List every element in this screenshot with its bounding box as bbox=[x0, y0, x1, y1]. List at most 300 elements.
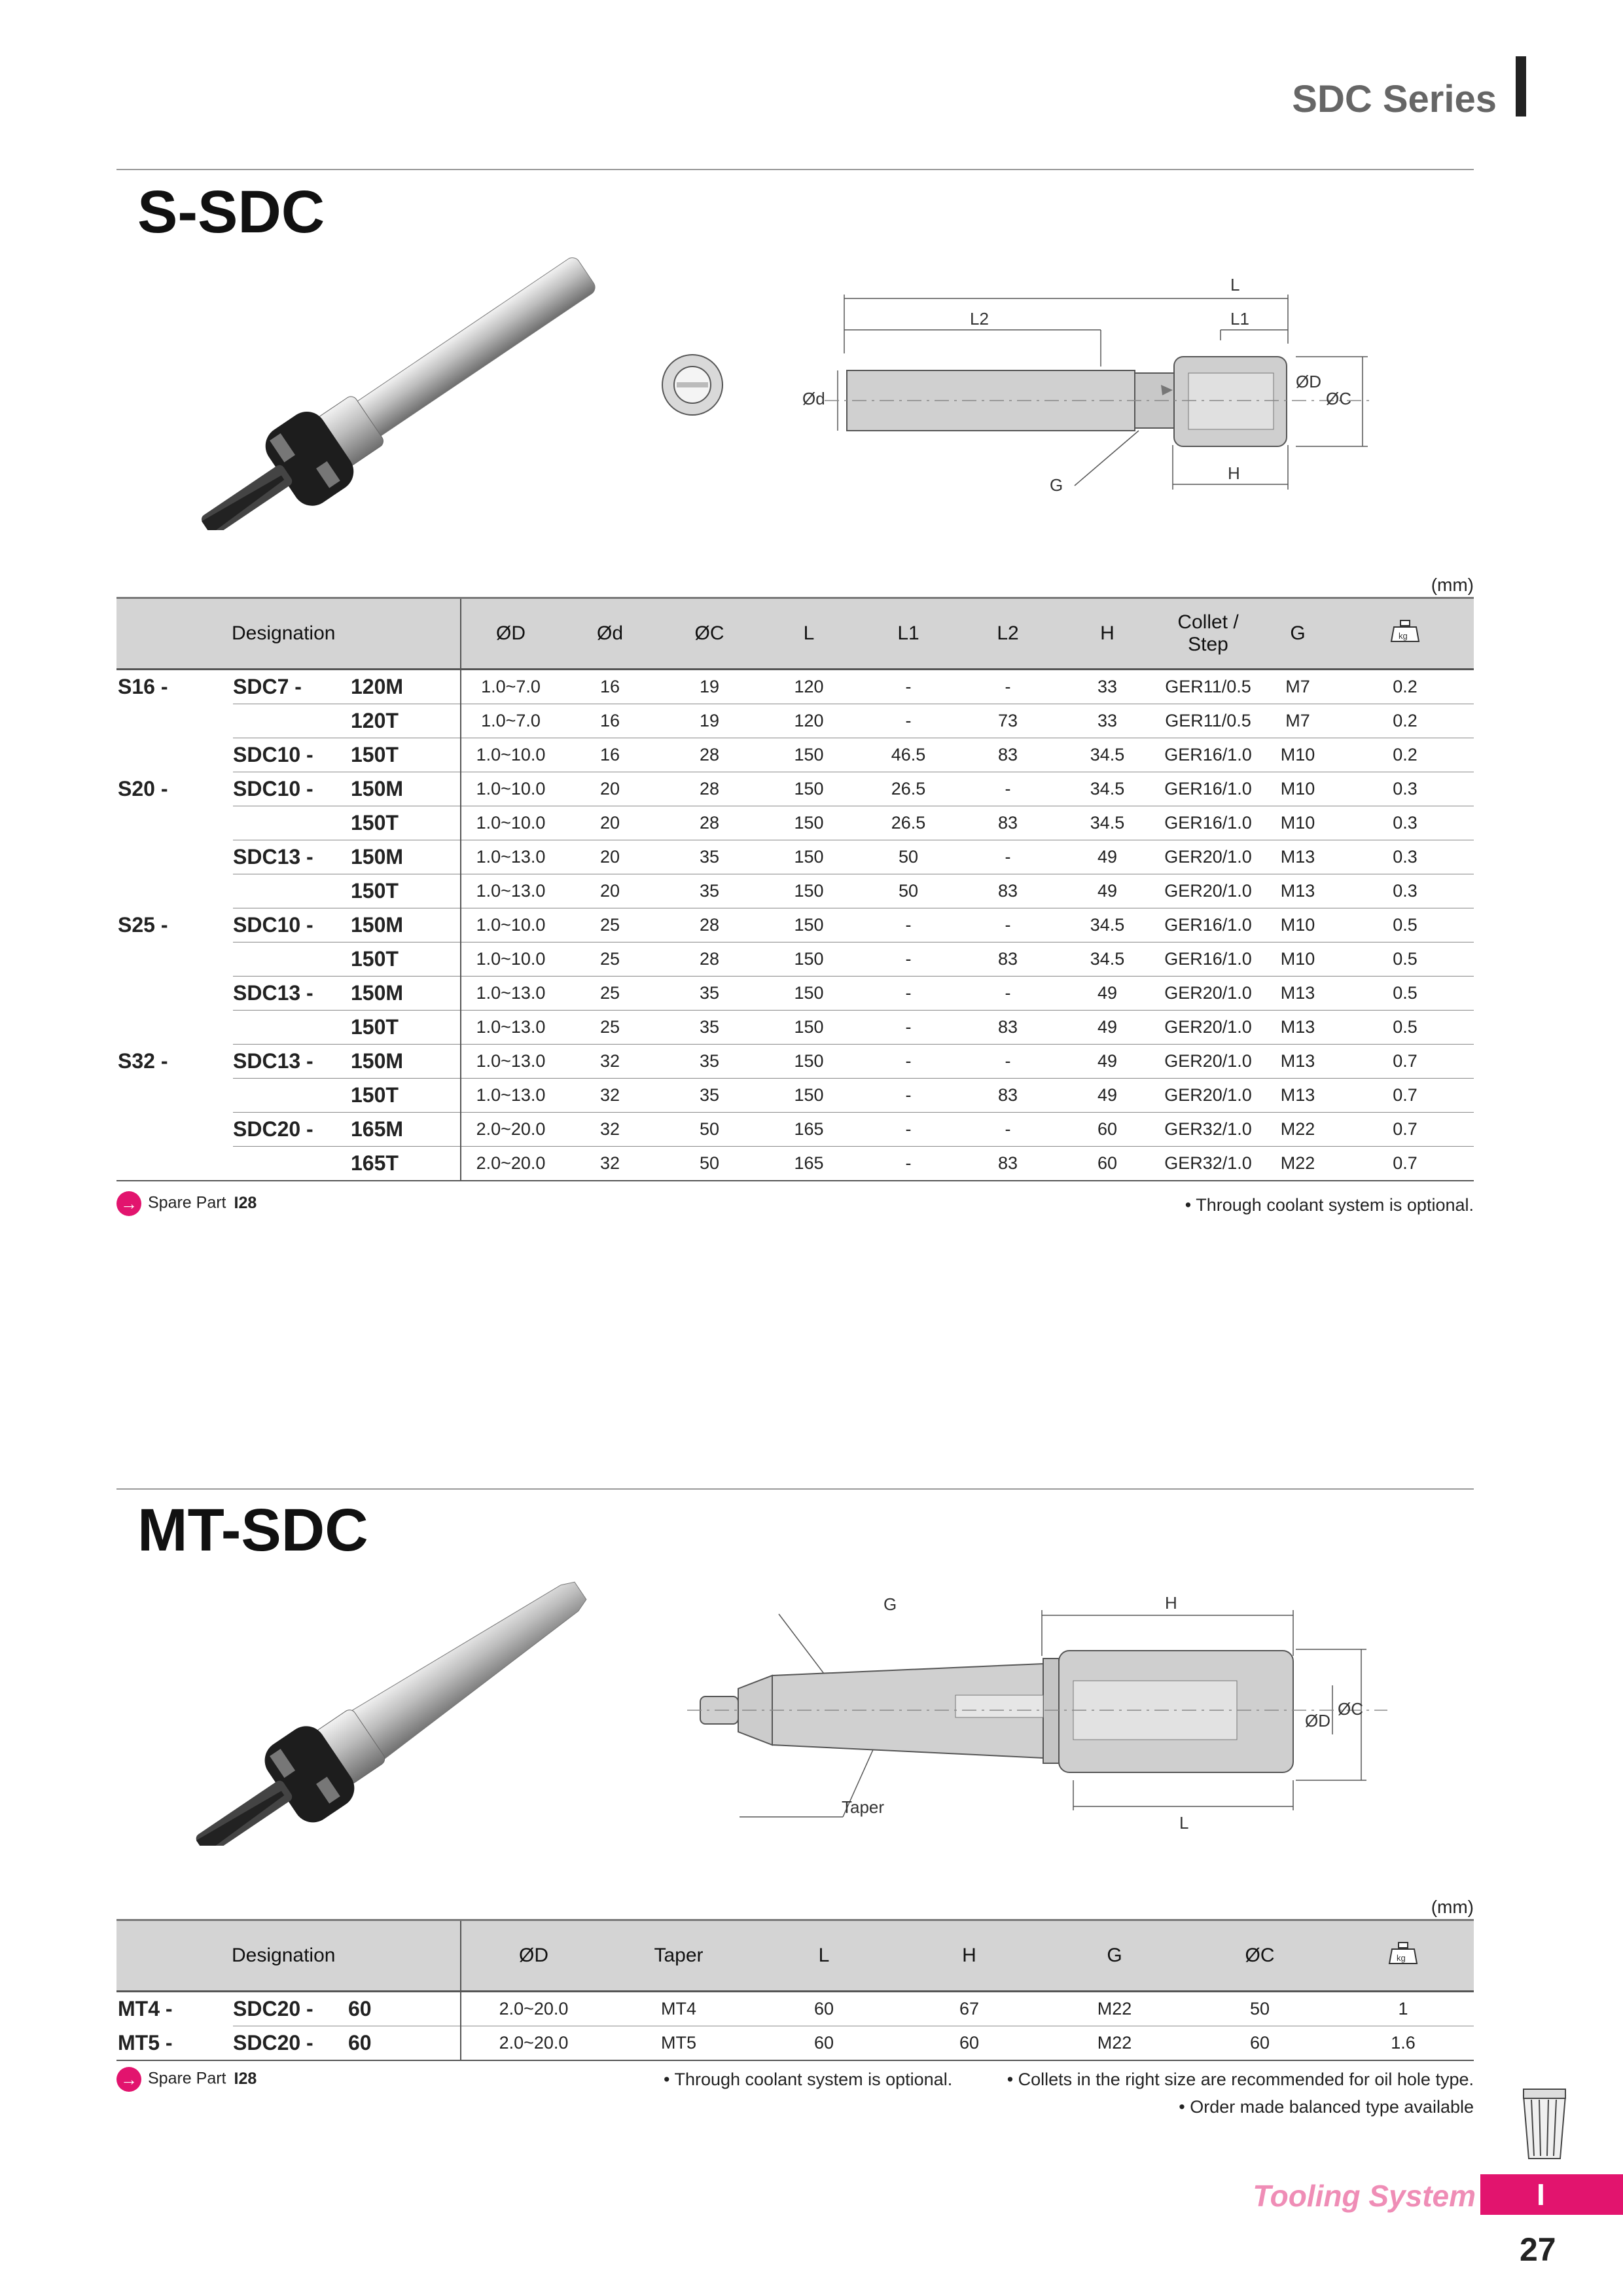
cell-l2: - bbox=[958, 908, 1058, 942]
mtsdc-spec-table bbox=[116, 1919, 1474, 2061]
cell-collet: GER20/1.0 bbox=[1157, 1011, 1259, 1045]
cell-d: 2.0~20.0 bbox=[461, 2026, 606, 2061]
cell-g: M10 bbox=[1259, 908, 1336, 942]
cell-collet: GER20/1.0 bbox=[1157, 1045, 1259, 1079]
page-number: 27 bbox=[1520, 2231, 1556, 2268]
cell-d: 32 bbox=[560, 1147, 660, 1181]
cell-l2: 73 bbox=[958, 704, 1058, 738]
cell-collet: GER20/1.0 bbox=[1157, 840, 1259, 874]
cell-l: 120 bbox=[759, 704, 859, 738]
collet-icon bbox=[1517, 2085, 1572, 2168]
ssdc-unit: (mm) bbox=[1431, 575, 1474, 595]
cell-l: 120 bbox=[794, 677, 824, 696]
cell-l2: 83 bbox=[958, 1147, 1058, 1181]
ssdc-dim-L1: L1 bbox=[1230, 309, 1249, 329]
cell-taper: MT5 bbox=[606, 2026, 751, 2061]
row-size: 150T bbox=[351, 743, 399, 766]
cell-l1: - bbox=[859, 704, 958, 738]
cell-d: 32 bbox=[560, 1045, 660, 1079]
cell-kg: 0.5 bbox=[1336, 942, 1474, 977]
mtsdc-dim-H: H bbox=[1165, 1593, 1177, 1613]
cell-d: 1.0~7.0 bbox=[481, 677, 541, 696]
row-designation bbox=[233, 772, 461, 806]
mtsdc-coolant-note: • Through coolant system is optional. bbox=[664, 2070, 953, 2089]
cell-g: M10 bbox=[1259, 738, 1336, 772]
cell-g: M13 bbox=[1259, 874, 1336, 908]
cell-g: M22 bbox=[1097, 1999, 1132, 2018]
mtsdc-dim-L: L bbox=[1179, 1813, 1189, 1833]
row-designation bbox=[233, 738, 461, 772]
footer-tab-label: I bbox=[1537, 2178, 1545, 2212]
weight-icon bbox=[1388, 1940, 1418, 1966]
ssdc-spare-ref[interactable]: I28 bbox=[234, 1193, 257, 1212]
cell-h: 49 bbox=[1058, 840, 1157, 874]
table-row bbox=[116, 908, 1474, 942]
row-size: 150T bbox=[351, 1083, 399, 1107]
cell-l2: 83 bbox=[958, 738, 1058, 772]
top-rule bbox=[116, 169, 1474, 170]
series-title: SDC Series bbox=[1292, 78, 1497, 120]
cell-h: 60 bbox=[1058, 1113, 1157, 1147]
mtsdc-technical-drawing bbox=[681, 1584, 1400, 1839]
table-row bbox=[116, 2026, 1474, 2061]
cell-h: 49 bbox=[1058, 1079, 1157, 1113]
row-size: 150T bbox=[351, 1015, 399, 1039]
cell-l2: - bbox=[958, 772, 1058, 806]
cell-l1: 50 bbox=[859, 840, 958, 874]
row-size: 120M bbox=[351, 675, 404, 698]
table-row bbox=[116, 977, 1474, 1011]
cell-collet: GER16/1.0 bbox=[1157, 942, 1259, 977]
row-designation bbox=[233, 942, 461, 977]
cell-g: M10 bbox=[1259, 806, 1336, 840]
row-group bbox=[116, 1147, 233, 1181]
col-collet: Collet / Step bbox=[1157, 598, 1259, 670]
table-row bbox=[116, 704, 1474, 738]
mtsdc-spare-part bbox=[116, 2067, 257, 2092]
cell-l1: - bbox=[859, 908, 958, 942]
cell-l2: - bbox=[958, 977, 1058, 1011]
cell-c: 50 bbox=[660, 1147, 759, 1181]
cell-h: 34.5 bbox=[1058, 738, 1157, 772]
table-row bbox=[116, 840, 1474, 874]
cell-kg: 0.5 bbox=[1336, 908, 1474, 942]
row-size: 150T bbox=[351, 947, 399, 971]
cell-c: 28 bbox=[660, 738, 759, 772]
cell-d: 20 bbox=[560, 874, 660, 908]
cell-kg: 0.3 bbox=[1336, 772, 1474, 806]
cell-d: 2.0~20.0 bbox=[499, 1999, 569, 2018]
cell-h: 49 bbox=[1058, 1045, 1157, 1079]
cell-collet: GER11/0.5 bbox=[1157, 704, 1259, 738]
cell-l1: 26.5 bbox=[859, 772, 958, 806]
table-row bbox=[116, 1079, 1474, 1113]
mtsdc-collet-note: • Collets in the right size are recommended for oil hole type. bbox=[1007, 2070, 1474, 2089]
cell-kg: 0.3 bbox=[1336, 840, 1474, 874]
cell-d: 1.0~10.0 bbox=[461, 942, 560, 977]
row-size: 150T bbox=[351, 879, 399, 903]
cell-kg: 1 bbox=[1398, 1999, 1408, 2018]
cell-c: 35 bbox=[660, 977, 759, 1011]
cell-g: M13 bbox=[1259, 977, 1336, 1011]
cell-c: 19 bbox=[699, 677, 720, 696]
cell-c: 28 bbox=[660, 942, 759, 977]
cell-l: 150 bbox=[759, 806, 859, 840]
footer-section-tab[interactable] bbox=[1480, 2174, 1623, 2215]
col-D: ØD bbox=[461, 598, 560, 670]
mtsdc-product-image bbox=[183, 1571, 615, 1846]
row-model: SDC10 - bbox=[233, 743, 313, 766]
row-size: 165M bbox=[351, 1117, 404, 1141]
weight-unit: kg bbox=[1399, 631, 1408, 641]
cell-kg: 0.3 bbox=[1336, 806, 1474, 840]
ssdc-technical-drawing bbox=[798, 275, 1387, 504]
ssdc-end-view bbox=[660, 352, 725, 418]
cell-h: 34.5 bbox=[1058, 908, 1157, 942]
row-group: S25 - bbox=[118, 913, 168, 937]
mtsdc-spare-label: Spare Part bbox=[148, 2069, 226, 2088]
row-size: 150M bbox=[351, 913, 404, 937]
cell-kg: 0.5 bbox=[1336, 977, 1474, 1011]
mtsdc-dim-taper: Taper bbox=[842, 1797, 885, 1817]
col-L: L bbox=[759, 598, 859, 670]
table-row bbox=[116, 1045, 1474, 1079]
cell-collet: GER16/1.0 bbox=[1157, 738, 1259, 772]
table-row bbox=[116, 738, 1474, 772]
mtsdc-dim-C: ØC bbox=[1338, 1699, 1363, 1719]
cell-h: 33 bbox=[1058, 704, 1157, 738]
cell-d: 16 bbox=[560, 738, 660, 772]
cell-h: 49 bbox=[1058, 977, 1157, 1011]
table-row bbox=[116, 806, 1474, 840]
ssdc-dim-D: ØD bbox=[1296, 372, 1321, 391]
row-model: SDC10 - bbox=[233, 913, 313, 937]
col-L: L bbox=[751, 1920, 897, 1992]
ssdc-dim-d: Ød bbox=[802, 389, 825, 408]
cell-d: 32 bbox=[560, 1079, 660, 1113]
cell-d: 1.0~13.0 bbox=[461, 1011, 560, 1045]
row-designation bbox=[233, 977, 461, 1011]
cell-l1: 50 bbox=[859, 874, 958, 908]
cell-d: 1.0~7.0 bbox=[461, 704, 560, 738]
cell-d: 16 bbox=[560, 704, 660, 738]
mtsdc-dim-D: ØD bbox=[1305, 1711, 1330, 1731]
cell-l1: - bbox=[859, 1113, 958, 1147]
table-row bbox=[116, 942, 1474, 977]
row-size: 60 bbox=[348, 1997, 372, 2020]
mtsdc-spare-ref[interactable]: I28 bbox=[234, 2069, 257, 2088]
cell-d: 1.0~13.0 bbox=[461, 977, 560, 1011]
row-group bbox=[116, 704, 233, 738]
cell-l1: 46.5 bbox=[859, 738, 958, 772]
col-H: H bbox=[1058, 598, 1157, 670]
row-designation bbox=[233, 1147, 461, 1181]
mtsdc-balanced-note: • Order made balanced type available bbox=[1179, 2097, 1474, 2117]
row-size: 150M bbox=[351, 1049, 404, 1073]
cell-l1: - bbox=[859, 942, 958, 977]
cell-c: 60 bbox=[1187, 2026, 1332, 2061]
ssdc-coolant-note: • Through coolant system is optional. bbox=[1185, 1195, 1474, 1215]
cell-c: 35 bbox=[660, 1079, 759, 1113]
cell-c: 28 bbox=[660, 908, 759, 942]
ssdc-dim-L2: L2 bbox=[970, 309, 989, 329]
cell-l1: 26.5 bbox=[859, 806, 958, 840]
cell-collet: GER16/1.0 bbox=[1157, 806, 1259, 840]
col-G: G bbox=[1042, 1920, 1187, 1992]
row-group bbox=[116, 1079, 233, 1113]
cell-kg: 0.7 bbox=[1336, 1113, 1474, 1147]
cell-d: 32 bbox=[560, 1113, 660, 1147]
table-row bbox=[116, 874, 1474, 908]
cell-l: 150 bbox=[759, 772, 859, 806]
row-size: 150M bbox=[351, 777, 404, 800]
cell-d: 1.0~13.0 bbox=[461, 1079, 560, 1113]
cell-l: 150 bbox=[759, 942, 859, 977]
row-designation bbox=[233, 908, 461, 942]
row-group bbox=[116, 1011, 233, 1045]
row-designation bbox=[233, 670, 461, 704]
cell-l: 60 bbox=[751, 2026, 897, 2061]
cell-kg: 0.7 bbox=[1336, 1079, 1474, 1113]
cell-l: 150 bbox=[759, 1079, 859, 1113]
table-row bbox=[116, 1011, 1474, 1045]
cell-l: 165 bbox=[759, 1113, 859, 1147]
cell-d: 2.0~20.0 bbox=[461, 1113, 560, 1147]
cell-c: 28 bbox=[660, 806, 759, 840]
col-L2: L2 bbox=[958, 598, 1058, 670]
cell-l1: - bbox=[859, 1045, 958, 1079]
row-model: SDC13 - bbox=[233, 981, 313, 1005]
row-group: S20 - bbox=[118, 777, 168, 800]
cell-c: 50 bbox=[1249, 1999, 1270, 2018]
cell-kg: 0.2 bbox=[1393, 677, 1418, 696]
cell-l2: 83 bbox=[958, 874, 1058, 908]
col-C: ØC bbox=[660, 598, 759, 670]
row-group bbox=[116, 840, 233, 874]
row-designation bbox=[233, 1079, 461, 1113]
cell-l: 165 bbox=[759, 1147, 859, 1181]
ssdc-dim-C: ØC bbox=[1326, 389, 1351, 408]
row-size: 150T bbox=[351, 811, 399, 834]
col-L1: L1 bbox=[859, 598, 958, 670]
cell-collet: GER32/1.0 bbox=[1157, 1113, 1259, 1147]
cell-g: M10 bbox=[1259, 772, 1336, 806]
cell-h: 60 bbox=[1058, 1147, 1157, 1181]
row-group bbox=[116, 1113, 233, 1147]
cell-d: 1.0~10.0 bbox=[461, 806, 560, 840]
row-model: SDC13 - bbox=[233, 1049, 313, 1073]
cell-kg: 0.2 bbox=[1336, 738, 1474, 772]
ssdc-dim-G: G bbox=[1050, 475, 1063, 495]
row-group bbox=[116, 874, 233, 908]
row-group bbox=[116, 738, 233, 772]
cell-c: 19 bbox=[660, 704, 759, 738]
cell-g: M13 bbox=[1259, 1011, 1336, 1045]
cell-taper: MT4 bbox=[661, 1999, 696, 2018]
cell-h: 49 bbox=[1058, 874, 1157, 908]
cell-l2: - bbox=[958, 1113, 1058, 1147]
row-designation bbox=[233, 704, 461, 738]
row-size: 150M bbox=[351, 845, 404, 869]
cell-l2: - bbox=[958, 1045, 1058, 1079]
row-group bbox=[116, 942, 233, 977]
row-size: 165T bbox=[351, 1151, 399, 1175]
row-model: SDC20 - bbox=[233, 1117, 313, 1141]
cell-l: 150 bbox=[759, 908, 859, 942]
ssdc-title: S-SDC bbox=[137, 179, 325, 245]
row-size: 150M bbox=[351, 981, 404, 1005]
cell-g: M13 bbox=[1259, 840, 1336, 874]
col-G: G bbox=[1259, 598, 1336, 670]
row-designation bbox=[233, 1011, 461, 1045]
row-designation bbox=[233, 1045, 461, 1079]
cell-d: 1.0~10.0 bbox=[461, 908, 560, 942]
cell-h: 67 bbox=[959, 1999, 980, 2018]
row-model: SDC20 - bbox=[233, 2031, 313, 2054]
arrow-right-icon: → bbox=[116, 2067, 141, 2092]
cell-d: 1.0~13.0 bbox=[461, 1045, 560, 1079]
cell-collet: GER20/1.0 bbox=[1157, 1079, 1259, 1113]
cell-c: 35 bbox=[660, 840, 759, 874]
cell-g: M10 bbox=[1259, 942, 1336, 977]
ssdc-dim-H: H bbox=[1228, 463, 1240, 483]
cell-c: 35 bbox=[660, 1045, 759, 1079]
cell-g: M13 bbox=[1259, 1045, 1336, 1079]
cell-d: 1.0~10.0 bbox=[461, 738, 560, 772]
row-model: SDC20 - bbox=[233, 1997, 313, 2020]
table-row bbox=[116, 1147, 1474, 1181]
row-model: SDC13 - bbox=[233, 845, 313, 869]
cell-l2: 83 bbox=[958, 942, 1058, 977]
ssdc-dim-L: L bbox=[1230, 275, 1240, 295]
cell-l1: - bbox=[859, 977, 958, 1011]
table-row bbox=[116, 670, 1474, 704]
cell-g: M7 bbox=[1285, 677, 1310, 696]
weight-unit: kg bbox=[1397, 1953, 1406, 1963]
cell-d: 25 bbox=[560, 977, 660, 1011]
cell-d: 25 bbox=[560, 1011, 660, 1045]
cell-l: 60 bbox=[813, 1999, 834, 2018]
col-designation: Designation bbox=[116, 1920, 461, 1992]
cell-d: 25 bbox=[560, 908, 660, 942]
row-group bbox=[116, 977, 233, 1011]
col-weight bbox=[1336, 598, 1474, 670]
ssdc-spare-part bbox=[116, 1191, 257, 1216]
cell-c: 35 bbox=[660, 874, 759, 908]
cell-g: M13 bbox=[1259, 1079, 1336, 1113]
col-C: ØC bbox=[1187, 1920, 1332, 1992]
col-designation: Designation bbox=[116, 598, 461, 670]
cell-kg: 0.7 bbox=[1336, 1045, 1474, 1079]
ssdc-spec-table bbox=[116, 597, 1474, 1181]
weight-icon bbox=[1390, 618, 1420, 644]
cell-kg: 0.3 bbox=[1336, 874, 1474, 908]
col-H: H bbox=[897, 1920, 1042, 1992]
cell-l2: 83 bbox=[958, 1079, 1058, 1113]
row-group bbox=[116, 806, 233, 840]
cell-d: 2.0~20.0 bbox=[461, 1147, 560, 1181]
cell-collet: GER16/1.0 bbox=[1157, 772, 1259, 806]
col-d: Ød bbox=[560, 598, 660, 670]
ssdc-product-image bbox=[183, 255, 615, 530]
header-marker bbox=[1516, 56, 1526, 117]
cell-l2: - bbox=[1005, 677, 1011, 696]
row-designation bbox=[233, 840, 461, 874]
row-designation bbox=[233, 1992, 461, 2026]
col-D: ØD bbox=[461, 1920, 606, 1992]
row-designation bbox=[233, 1113, 461, 1147]
cell-d: 1.0~13.0 bbox=[461, 840, 560, 874]
cell-h: 34.5 bbox=[1058, 806, 1157, 840]
col-taper: Taper bbox=[606, 1920, 751, 1992]
cell-g: M22 bbox=[1042, 2026, 1187, 2061]
cell-d: 20 bbox=[560, 840, 660, 874]
cell-d: 20 bbox=[560, 806, 660, 840]
cell-collet: GER11/0.5 bbox=[1165, 677, 1251, 696]
mtsdc-unit: (mm) bbox=[1431, 1897, 1474, 1917]
cell-c: 35 bbox=[660, 1011, 759, 1045]
row-group: MT4 - bbox=[118, 1997, 173, 2021]
mtsdc-dim-G: G bbox=[883, 1594, 897, 1614]
cell-collet: GER16/1.0 bbox=[1157, 908, 1259, 942]
cell-g: M22 bbox=[1259, 1113, 1336, 1147]
cell-kg: 1.6 bbox=[1332, 2026, 1474, 2061]
cell-l2: 83 bbox=[958, 806, 1058, 840]
cell-c: 28 bbox=[660, 772, 759, 806]
table-row bbox=[116, 1113, 1474, 1147]
cell-collet: GER20/1.0 bbox=[1157, 874, 1259, 908]
ssdc-spare-label: Spare Part bbox=[148, 1193, 226, 1212]
cell-l: 150 bbox=[759, 840, 859, 874]
cell-l1: - bbox=[859, 1147, 958, 1181]
table-row bbox=[116, 1992, 1474, 2026]
row-designation bbox=[233, 806, 461, 840]
row-designation bbox=[233, 874, 461, 908]
cell-h: 33 bbox=[1097, 677, 1118, 696]
row-model: SDC7 - bbox=[233, 675, 302, 698]
row-size: 60 bbox=[348, 2031, 372, 2054]
cell-l1: - bbox=[905, 677, 912, 696]
cell-d: 1.0~13.0 bbox=[461, 874, 560, 908]
cell-g: M7 bbox=[1259, 704, 1336, 738]
cell-l2: 83 bbox=[958, 1011, 1058, 1045]
cell-l: 150 bbox=[759, 977, 859, 1011]
cell-h: 60 bbox=[897, 2026, 1042, 2061]
row-group: S32 - bbox=[118, 1049, 168, 1073]
cell-d: 20 bbox=[560, 772, 660, 806]
row-model: SDC10 - bbox=[233, 777, 313, 800]
cell-h: 34.5 bbox=[1058, 942, 1157, 977]
mtsdc-title: MT-SDC bbox=[137, 1497, 368, 1564]
cell-kg: 0.2 bbox=[1336, 704, 1474, 738]
cell-h: 34.5 bbox=[1058, 772, 1157, 806]
cell-h: 49 bbox=[1058, 1011, 1157, 1045]
cell-kg: 0.5 bbox=[1336, 1011, 1474, 1045]
table-row bbox=[116, 772, 1474, 806]
cell-c: 50 bbox=[660, 1113, 759, 1147]
cell-d: 1.0~10.0 bbox=[461, 772, 560, 806]
cell-l: 150 bbox=[759, 1011, 859, 1045]
cell-l: 150 bbox=[759, 874, 859, 908]
cell-collet: GER32/1.0 bbox=[1157, 1147, 1259, 1181]
cell-l2: - bbox=[958, 840, 1058, 874]
arrow-right-icon: → bbox=[116, 1191, 141, 1216]
footer-section-label: Tooling System bbox=[1253, 2179, 1476, 2213]
row-group: MT5 - bbox=[116, 2026, 233, 2061]
cell-kg: 0.7 bbox=[1336, 1147, 1474, 1181]
row-size: 120T bbox=[351, 709, 399, 732]
row-group: S16 - bbox=[118, 675, 168, 699]
